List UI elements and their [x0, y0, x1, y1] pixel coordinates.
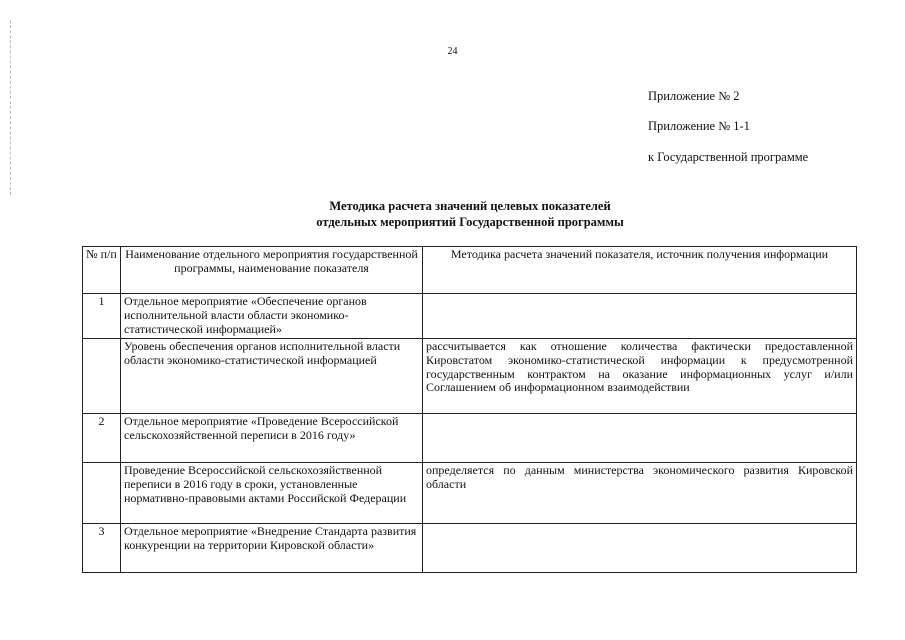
- row-method: определяется по данным министерства экономического развития Кировской области: [423, 463, 857, 524]
- row-name: Отдельное мероприятие «Проведение Всероссийской сельскохозяйственной переписи в 2016 году»: [121, 414, 423, 463]
- row-method: рассчитывается как отношение количества фактически предоставленной Кировстатом экономико-статистической информации к предусмотренной государственным контрактом на оказание информационных услуг и/или Соглашением об информационном взаимодействии: [423, 339, 857, 414]
- table-row: [83, 524, 857, 573]
- page-number: 24: [447, 46, 458, 57]
- table-row: [83, 463, 857, 524]
- header-method: Методика расчета значений показателя, источник получения информации: [423, 247, 857, 294]
- row-name: Уровень обеспечения органов исполнительной власти области экономико-статистической информацией: [121, 339, 423, 414]
- attachment-line-1: Приложение № 2: [648, 89, 740, 103]
- table-row: [83, 414, 857, 463]
- row-number: 1: [83, 294, 121, 339]
- row-method: [423, 294, 857, 339]
- header-number: № п/п: [83, 247, 121, 294]
- attachment-line-3: к Государственной программе: [648, 150, 809, 164]
- row-name: Проведение Всероссийской сельскохозяйственной переписи в 2016 году в сроки, установленные нормативно-правовыми актами Российской Федерации: [121, 463, 423, 524]
- row-number: 3: [83, 524, 121, 573]
- attachment-line-2: Приложение № 1-1: [648, 119, 750, 133]
- row-name: Отдельное мероприятие «Внедрение Стандарта развития конкуренции на территории Кировской области»: [121, 524, 423, 573]
- table-row: [83, 294, 857, 339]
- row-method: [423, 524, 857, 573]
- header-name: Наименование отдельного мероприятия государственной программы, наименование показателя: [121, 247, 423, 294]
- row-name: Отдельное мероприятие «Обеспечение органов исполнительной власти области экономико-статистической информацией»: [121, 294, 423, 339]
- table-row: [83, 339, 857, 414]
- methodology-table: [82, 246, 857, 573]
- row-number: [83, 463, 121, 524]
- document-title-line-1: Методика расчета значений целевых показателей: [329, 199, 611, 213]
- table-header-row: [83, 247, 857, 294]
- row-number: 2: [83, 414, 121, 463]
- document-title-line-2: отдельных мероприятий Государственной программы: [316, 215, 624, 229]
- row-method: [423, 414, 857, 463]
- row-number: [83, 339, 121, 414]
